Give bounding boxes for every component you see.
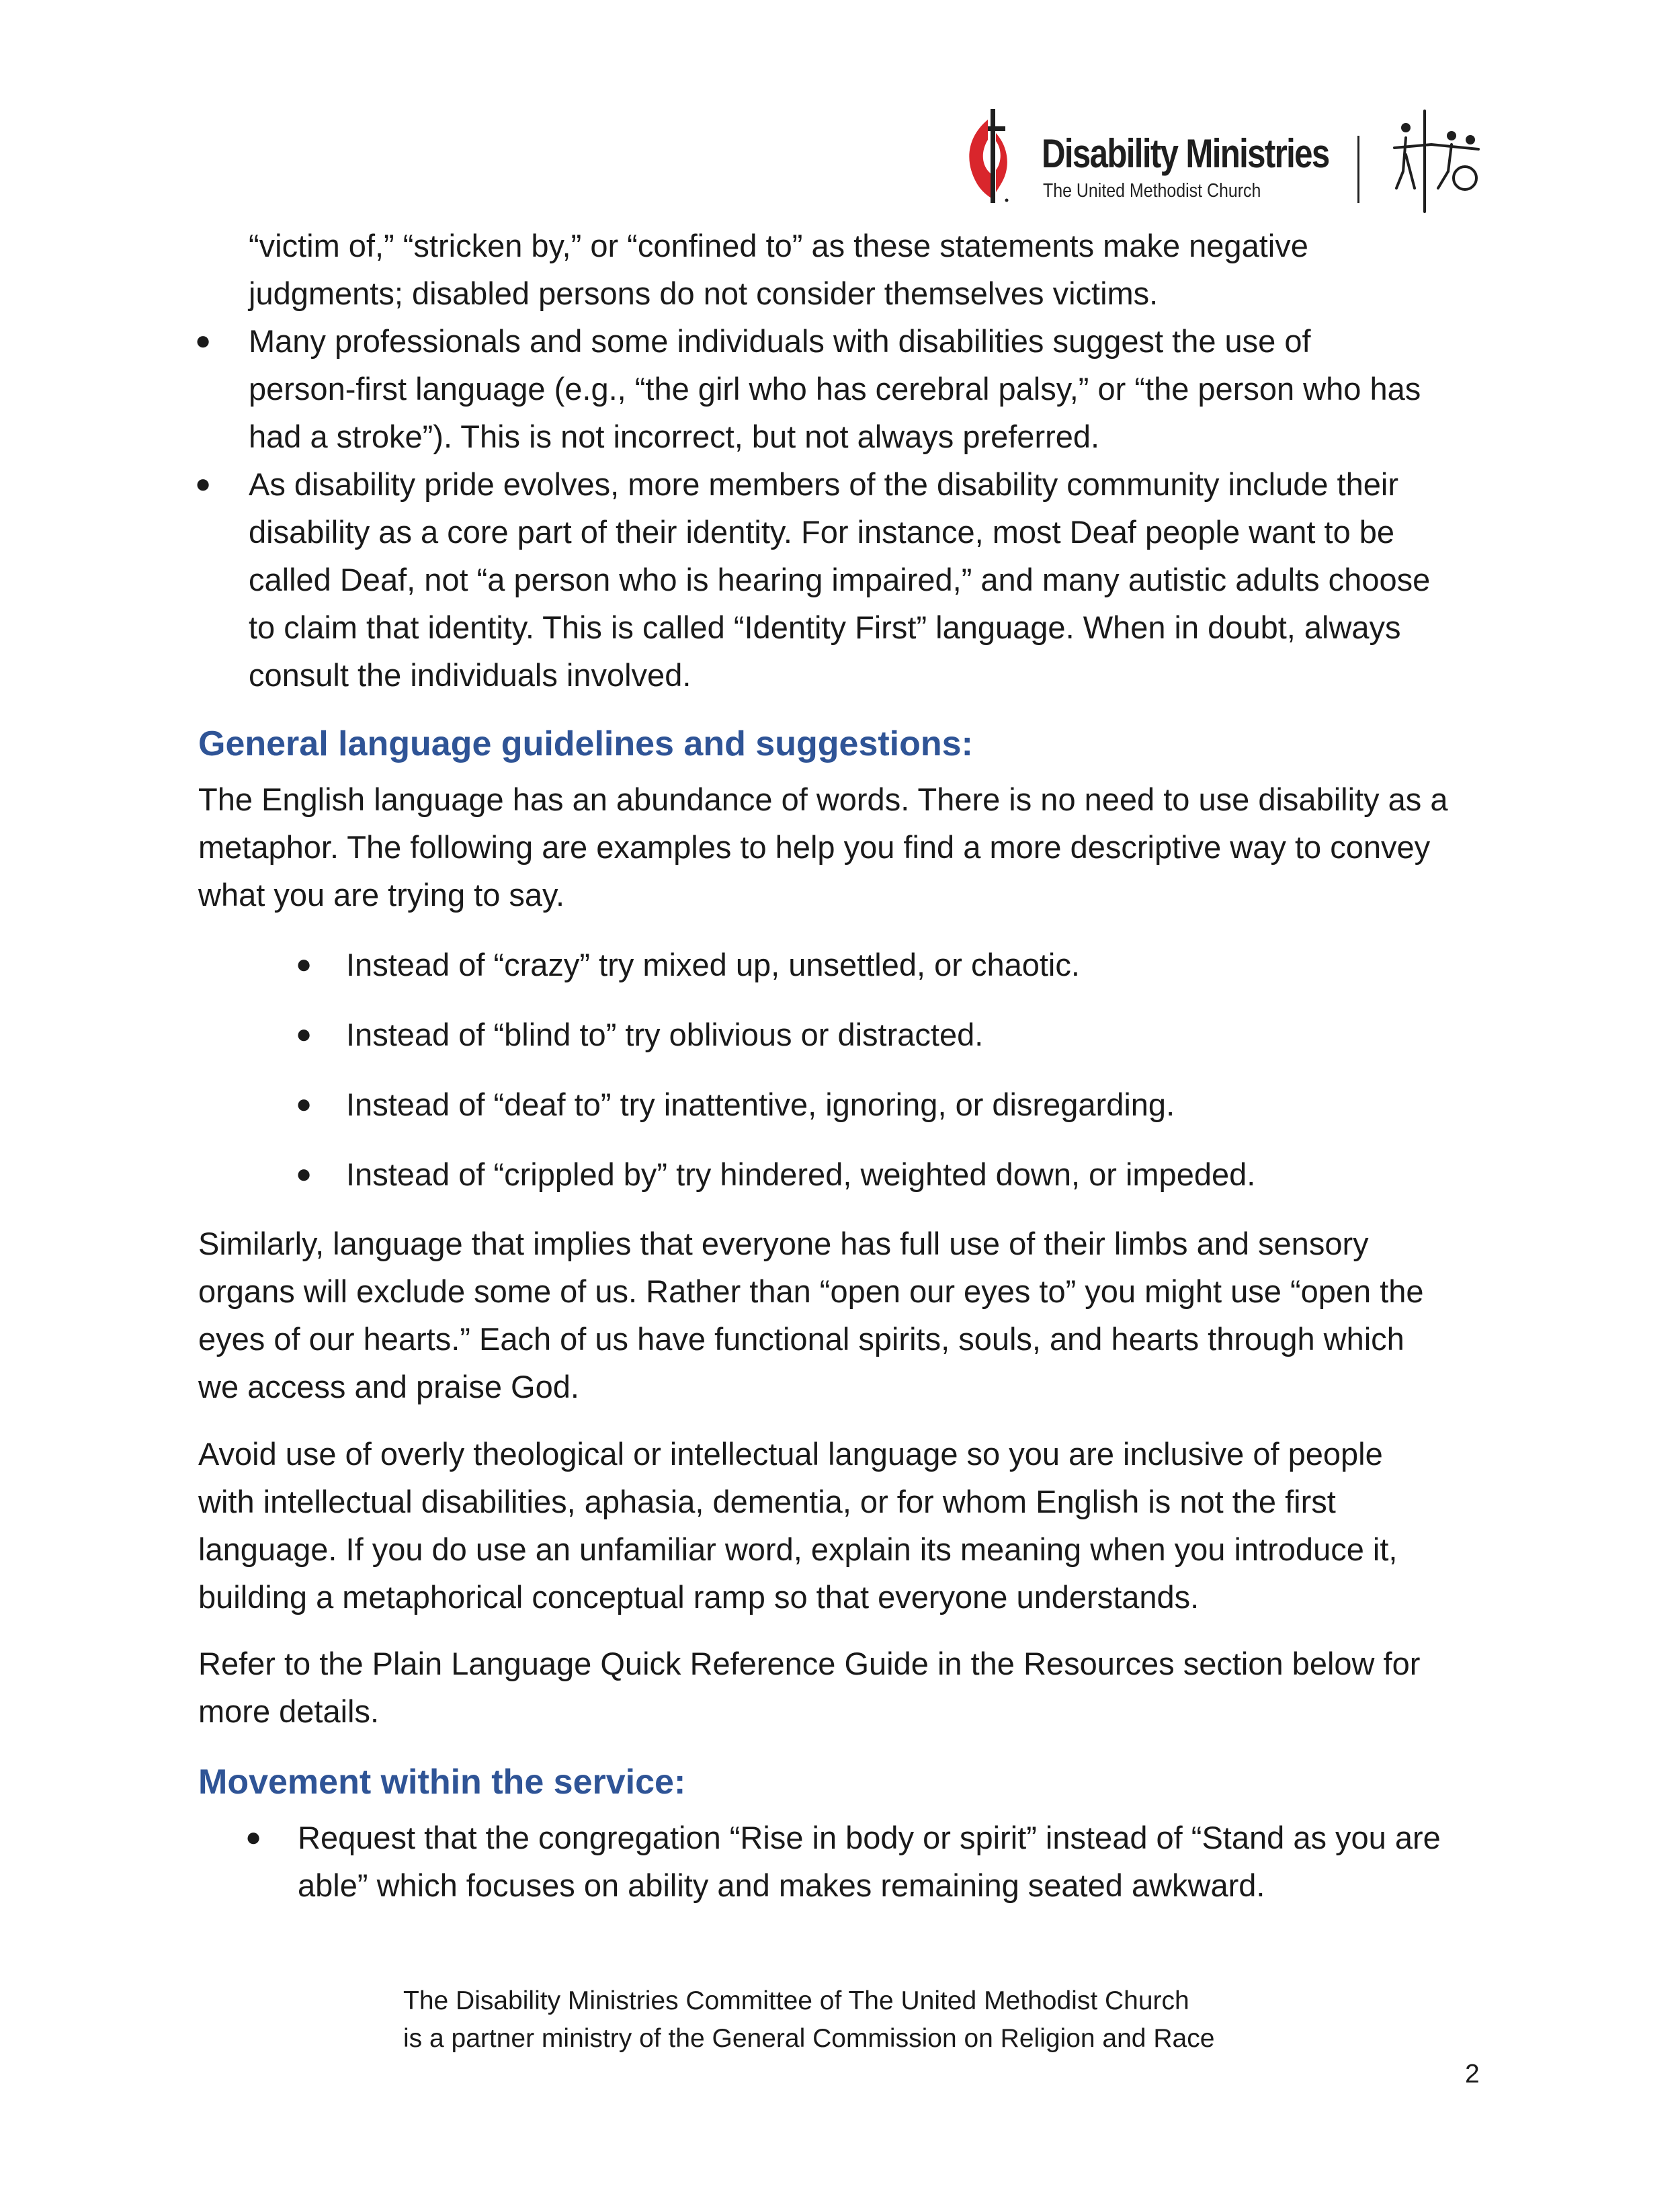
general-intro-line-3: what you are trying to say. <box>198 877 565 913</box>
people-figures-icon <box>1391 108 1485 215</box>
movement-bullet-line-1: Request that the congregation “Rise in body or spirit” instead of “Stand as you are <box>298 1820 1441 1855</box>
para-avoid-line-4: building a metaphorical conceptual ramp so that everyone understands. <box>198 1579 1200 1615</box>
bullet-marker: ● <box>245 1822 262 1852</box>
intro-bullet-2-line-4: to claim that identity. This is called “Identity First” language. When in doubt, always <box>249 609 1401 645</box>
footer-line-1: The Disability Ministries Committee of The United Methodist Church <box>403 1986 1189 2015</box>
general-intro-line-1: The English language has an abundance of words. There is no need to use disability as a <box>198 782 1448 817</box>
intro-bullet-1-line-2: person-first language (e.g., “the girl who has cerebral palsy,” or “the person who has <box>249 371 1421 407</box>
para-avoid-line-3: language. If you do use an unfamiliar word, explain its meaning when you introduce it, <box>198 1531 1398 1567</box>
example-item-blind: Instead of “blind to” try oblivious or distracted. <box>346 1017 984 1052</box>
page-number: 2 <box>1465 2060 1480 2089</box>
intro-bullet-1-line-3: had a stroke”). This is not incorrect, but not always preferred. <box>249 419 1100 454</box>
example-item-crazy: Instead of “crazy” try mixed up, unsettled, or chaotic. <box>346 947 1080 982</box>
cross-and-flame-icon <box>961 106 1021 207</box>
section-heading-movement: Movement within the service: <box>198 1763 686 1802</box>
section-heading-general: General language guidelines and suggestions: <box>198 724 973 763</box>
brand-subtitle: The United Methodist Church <box>1043 180 1261 202</box>
intro-bullet-2-line-1: As disability pride evolves, more members of the disability community include their <box>249 466 1398 502</box>
para-similarly-line-2: organs will exclude some of us. Rather than “open our eyes to” you might use “open the <box>198 1273 1424 1309</box>
intro-continuation-line-2: judgments; disabled persons do not consider themselves victims. <box>249 276 1159 311</box>
brand-title: Disability Ministries <box>1042 131 1329 176</box>
brand-divider <box>1357 136 1359 203</box>
header-logo <box>961 101 1485 215</box>
bullet-marker: ● <box>296 1019 312 1049</box>
bullet-marker: ● <box>195 326 212 355</box>
bullet-marker: ● <box>296 1159 312 1189</box>
general-intro-line-2: metaphor. The following are examples to help you find a more descriptive way to convey <box>198 829 1431 865</box>
para-similarly-line-1: Similarly, language that implies that everyone has full use of their limbs and sensory <box>198 1226 1369 1261</box>
para-refer-line-2: more details. <box>198 1693 380 1729</box>
intro-bullet-2-line-3: called Deaf, not “a person who is hearing impaired,” and many autistic adults choose <box>249 562 1431 597</box>
para-similarly-line-4: we access and praise God. <box>198 1369 579 1404</box>
intro-bullet-2-line-5: consult the individuals involved. <box>249 657 691 693</box>
para-avoid-line-1: Avoid use of overly theological or intellectual language so you are inclusive of people <box>198 1436 1383 1472</box>
bullet-marker: ● <box>296 1089 312 1119</box>
intro-bullet-1-line-1: Many professionals and some individuals with disabilities suggest the use of <box>249 323 1311 359</box>
para-avoid-line-2: with intellectual disabilities, aphasia, dementia, or for whom English is not the first <box>198 1484 1336 1519</box>
example-item-crippled: Instead of “crippled by” try hindered, weighted down, or impeded. <box>346 1156 1256 1192</box>
footer-line-2: is a partner ministry of the General Commission on Religion and Race <box>403 2024 1215 2053</box>
page-footer <box>403 1982 1277 2058</box>
intro-continuation-line-1: “victim of,” “stricken by,” or “confined to” as these statements make negative <box>249 228 1308 263</box>
example-item-deaf: Instead of “deaf to” try inattentive, ignoring, or disregarding. <box>346 1087 1175 1122</box>
bullet-marker: ● <box>195 469 212 499</box>
para-similarly-line-3: eyes of our hearts.” Each of us have functional spirits, souls, and hearts through which <box>198 1321 1404 1357</box>
movement-bullet-line-2: able” which focuses on ability and makes remaining seated awkward. <box>298 1867 1265 1903</box>
intro-bullet-2-line-2: disability as a core part of their identity. For instance, most Deaf people want to be <box>249 514 1395 550</box>
para-refer-line-1: Refer to the Plain Language Quick Reference Guide in the Resources section below for <box>198 1646 1421 1681</box>
bullet-marker: ● <box>296 950 312 979</box>
